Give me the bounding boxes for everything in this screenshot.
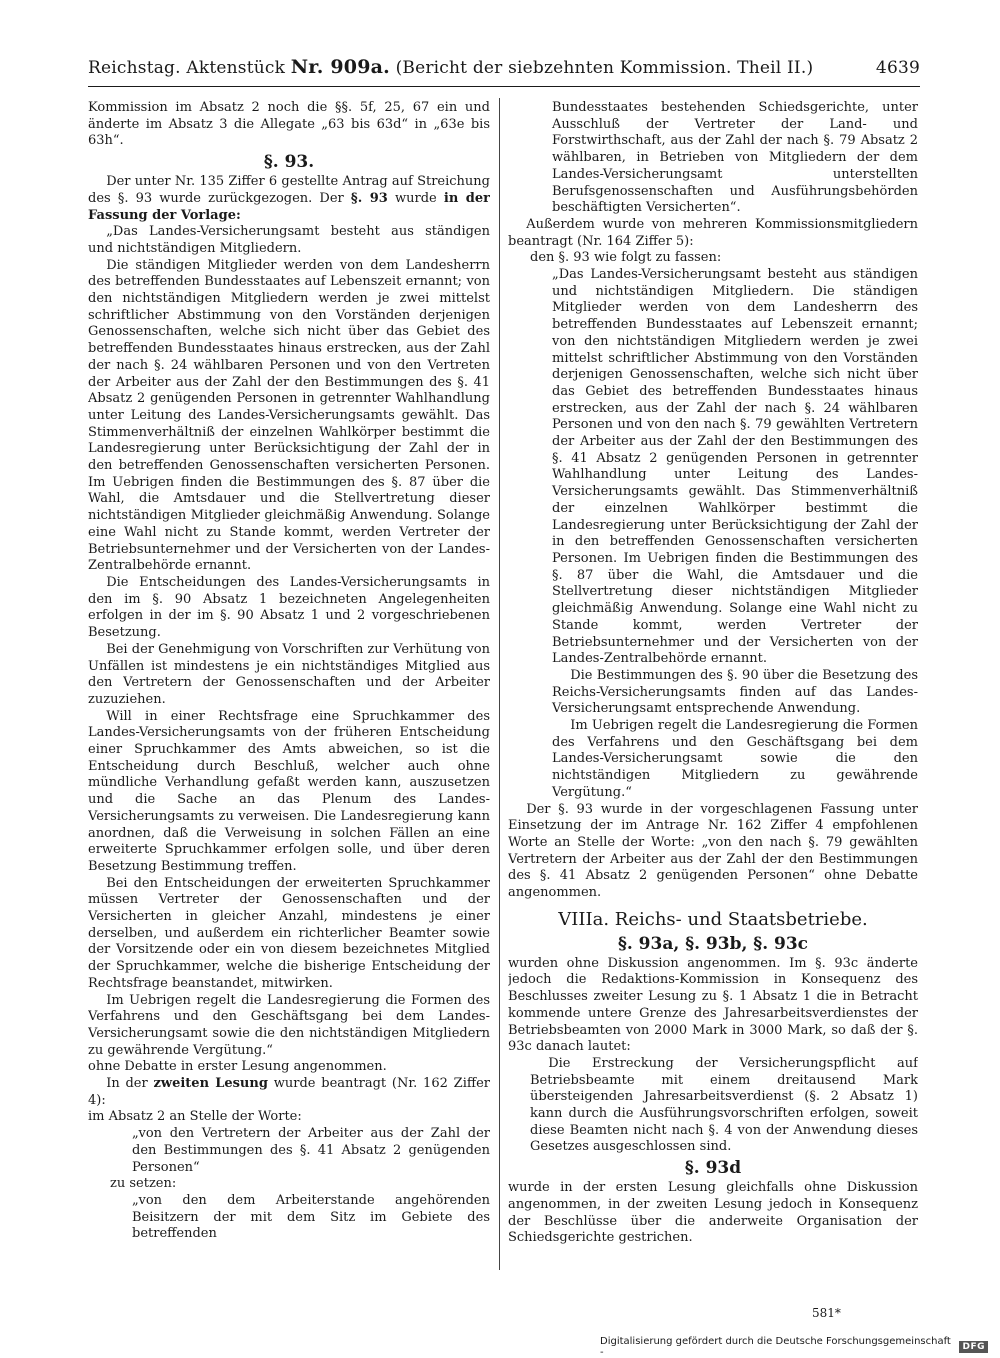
bold-run: §. 93 (350, 190, 388, 206)
dfg-logo-icon: DFG (959, 1341, 988, 1353)
chapter-heading: VIIIa. Reichs- und Staatsbetriebe. (558, 908, 868, 930)
paragraph: wurde in der ersten Lesung gleichfalls ohne Diskussion angenommen, in der zweiten Lesung jedoch in Konsequenz der Beschlüsse über die anderweite Organisation der Schiedsgerichte gestrichen. (508, 1180, 918, 1246)
quoted-paragraph: „Das Landes-Versicherungsamt besteht aus ständigen und nichtständigen Mitgliedern. Die ständigen Mitglieder werden von dem Landesherrn des betreffenden Bundesstaates auf Lebenszeit ernannt; von den nichtständigen Mitgliedern werden je zwei mittelst schriftlicher Abstimmung von den Vorständen derjenigen Genossenschaften, welche sich nicht über das Gebiet des betreffenden Bundesstaates hinaus erstrecken, aus der Zahl der nach §. 24 wählbaren Personen und von den nach §. 79 gewählten Vertretern der Arbeiter aus der Zahl der den Bestimmungen des §. 41 Absatz 2 genügenden Personen in getrennter Wahlhandlung unter Leitung des Landes-Versicherungsamts gewählt. Das Stimmenverhältniß der einzelnen Wahlkörper bestimmt die Landesregierung unter Berücksichtigung der Zahl der in den betreffenden Genossenschaften versicherten Personen. Im Uebrigen finden die Bestimmungen des §. 87 über die Wahl, die Amtsdauer und die Stellvertretung dieser nichtständigen Mitglieder gleichmäßig Anwendung. Solange eine Wahl nicht zu Stande kommt, werden Vertreter der Betriebsunternehmer und der Versicherten von der Landes-Zentralbehörde ernannt. (552, 267, 918, 667)
signature-mark: 581* (812, 1306, 841, 1320)
bold-run: zweiten Lesung (153, 1076, 268, 1092)
header-title-prefix: Reichstag. Aktenstück (88, 58, 286, 78)
quoted-paragraph: „von den Vertretern der Arbeiter aus der Zahl der den Bestimmungen des §. 41 Absatz 2 genügenden Personen“ (132, 1126, 490, 1175)
paragraph: wurden ohne Diskussion angenommen. Im §. 93c änderte jedoch die Redaktions-Kommission in Konsequenz des Beschlusses zweiter Lesung zu §. 1 Absatz 1 die in Betracht kommende untere Grenze des Jahresarbeitsverdienstes der Betriebsbeamten von 2000 Mark in 3000 Mark, so daß der §. 93c danach lautet: (508, 955, 918, 1055)
paragraph: Der §. 93 wurde in der vorgeschlagenen Fassung unter Einsetzung der im Antrage Nr. 162 Ziffer 4 empfohlenen Worte an Stelle der Worte: „von den nach §. 79 gewählten Vertretern der Arbeiter aus der Zahl der den Bestimmungen des §. 41 Absatz 2 genügenden Personen“ ohne Debatte angenommen. (508, 801, 918, 901)
quoted-paragraph: Die Bestimmungen des §. 90 über die Besetzung des Reichs-Versicherungsamts finden auf das Landes-Versicherungsamt entsprechende Anwendung. (552, 667, 918, 717)
quoted-paragraph: Die Entscheidungen des Landes-Versicherungsamts in den im §. 90 Absatz 1 bezeichneten Angelegenheiten erfolgen in der im §. 90 Absatz 1 und 2 vorgeschriebenen Besetzung. (88, 574, 490, 641)
paragraph: im Absatz 2 an Stelle der Worte: (88, 1109, 302, 1125)
paragraph: Außerdem wurde von mehreren Kommissionsmitgliedern beantragt (Nr. 164 Ziffer 5): (508, 216, 918, 249)
paragraph (88, 174, 490, 224)
quoted-paragraph: Im Uebrigen regelt die Landesregierung die Formen des Verfahrens und den Geschäftsgang bei dem Landes-Versicherungsamt sowie die den nichtständigen Mitgliedern zu gewährende Vergütung.“ (552, 718, 918, 800)
column-divider (499, 98, 500, 1270)
bold-run: in der Fassung der Vorlage: (88, 190, 490, 223)
quoted-paragraph: Bei der Genehmigung von Vorschriften zur Verhütung von Unfällen ist mindestens je ein nichtständiges Mitglied aus den Vertretern der Genossenschaften und der Arbeiter zuzuziehen. (88, 641, 490, 707)
section-heading: §. 93d (684, 1158, 742, 1179)
quoted-paragraph: Bundesstaates bestehenden Schiedsgerichte, unter Ausschluß der Vertreter der Land- und Forstwirthschaft, aus der Zahl der nach §. 79 Absatz 2 wählbaren, in Betrieben von Mitgliedern der dem Landes-Versicherungsamt unterstellten Berufsgenossenschaften und Ausführungsbehörden beschäftigten Versicherten“. (552, 100, 918, 216)
quoted-paragraph: „Das Landes-Versicherungsamt besteht aus ständigen und nichtständigen Mitgliedern. (88, 224, 490, 256)
section-heading: §. 93. (263, 152, 315, 173)
paragraph (88, 1076, 490, 1109)
page-header (88, 56, 920, 87)
header-document-number: Nr. 909a. (290, 56, 390, 78)
text-run: Der unter Nr. 135 Ziffer 6 gestellte Antrag auf Streichung des §. 93 wurde zurückgezogen. Der (88, 174, 490, 206)
text-run: wurde beantragt (Nr. 162 Ziffer 4): (88, 1076, 490, 1108)
quoted-paragraph: Bei den Entscheidungen der erweiterten Spruchkammer müssen Vertreter der Genossenschaften und der Versicherten in gleicher Anzahl, mindestens je einer derselben, und außerdem ein richterlicher Beamter sowie der Vorsitzende oder ein von diesem bezeichnetes Mitglied der Spruchkammer, welche die bisherige Entscheidung der Rechtsfrage beanstandet, mitwirken. (88, 875, 490, 991)
digitization-credit (600, 1336, 988, 1358)
credit-text: Digitalisierung gefördert durch die Deutsche Forschungsgemeinschaft - (600, 1336, 951, 1358)
left-column (88, 100, 490, 1270)
quoted-paragraph: Die Erstreckung der Versicherungspflicht auf Betriebsbeamte mit einem dreitausend Mark übersteigenden Jahresarbeitsverdienst (§. 2 Absatz 1) kann durch die Ausführungsvorschriften erfolgen, soweit diese Beamten nicht nach §. 4 von der Anwendung dieses Gesetzes ausgeschlossen sind. (530, 1055, 918, 1155)
paragraph: ohne Debatte in erster Lesung angenommen. (88, 1059, 387, 1075)
quoted-paragraph: Die ständigen Mitglieder werden von dem Landesherrn des betreffenden Bundesstaates auf Lebenszeit ernannt; von den nichtständigen Mitgliedern werden je zwei mittelst schriftlicher Abstimmung von den Vorständen derjenigen Genossenschaften, welche sich nicht über das Gebiet des betreffenden Bundesstaates hinaus erstrecken, aus der Zahl der nach §. 24 wählbaren Personen und von den Vertreten der Arbeiter aus der Zahl der den Bestimmungen des §. 41 Absatz 2 genügenden Personen in getrennter Wahlhandlung unter Leitung des Landes-Versicherungsamts gewählt. Das Stimmenverhältniß der einzelnen Wahlkörper bestimmt die Landesregierung unter Berücksichtigung der Zahl der in den betreffenden Genossenschaften versicherten Personen. Im Uebrigen finden die Bestimmungen des §. 87 über die Wahl, die Amtsdauer und die Stellvertretung dieser nichtständigen Mitglieder gleichmäßig Anwendung. Solange eine Wahl nicht zu Stande kommt, werden Vertreter der Betriebsunternehmer und der Versicherten von der Landes-Zentralbehörde ernannt. (88, 257, 490, 574)
quoted-paragraph: „von den dem Arbeiterstande angehörenden Beisitzern der mit dem Sitz im Gebiete des betreffenden (132, 1193, 490, 1242)
section-heading: §. 93a, §. 93b, §. 93c (617, 933, 809, 954)
text-run: In der (106, 1076, 148, 1092)
quoted-paragraph: Will in einer Rechtsfrage eine Spruchkammer des Landes-Versicherungsamts von der früheren Entscheidung einer Spruchkammer des Amts abweichen, so ist die Entscheidung durch Beschluß, welcher auch ohne mündliche Verhandlung gefaßt werden kann, auszusetzen und die Sache an das Plenum des Landes-Versicherungsamts zu verweisen. Die Landesregierung kann anordnen, daß die Verweisung in solchen Fällen an eine erweiterte Spruchkammer erfolgen solle, und über deren Besetzung Bestimmung treffen. (88, 708, 490, 874)
text-run: wurde (395, 190, 437, 206)
quoted-paragraph: Im Uebrigen regelt die Landesregierung die Formen des Verfahrens und den Geschäftsgang bei dem Landes-Versicherungsamt sowie die den nichtständigen Mitgliedern zu gewährende Vergütung.“ (88, 992, 490, 1058)
right-column (508, 100, 918, 1270)
paragraph: Kommission im Absatz 2 noch die §§. 5f, 25, 67 ein und änderte im Absatz 3 die Allegate „63 bis 63d“ in „63e bis 63h“. (88, 100, 490, 149)
page-number: 4639 (875, 58, 920, 78)
header-title-suffix: (Bericht der siebzehnten Kommission. Theil II.) (395, 58, 814, 78)
paragraph: zu setzen: (110, 1176, 177, 1192)
paragraph: den §. 93 wie folgt zu fassen: (530, 250, 722, 266)
header-title (88, 56, 813, 78)
